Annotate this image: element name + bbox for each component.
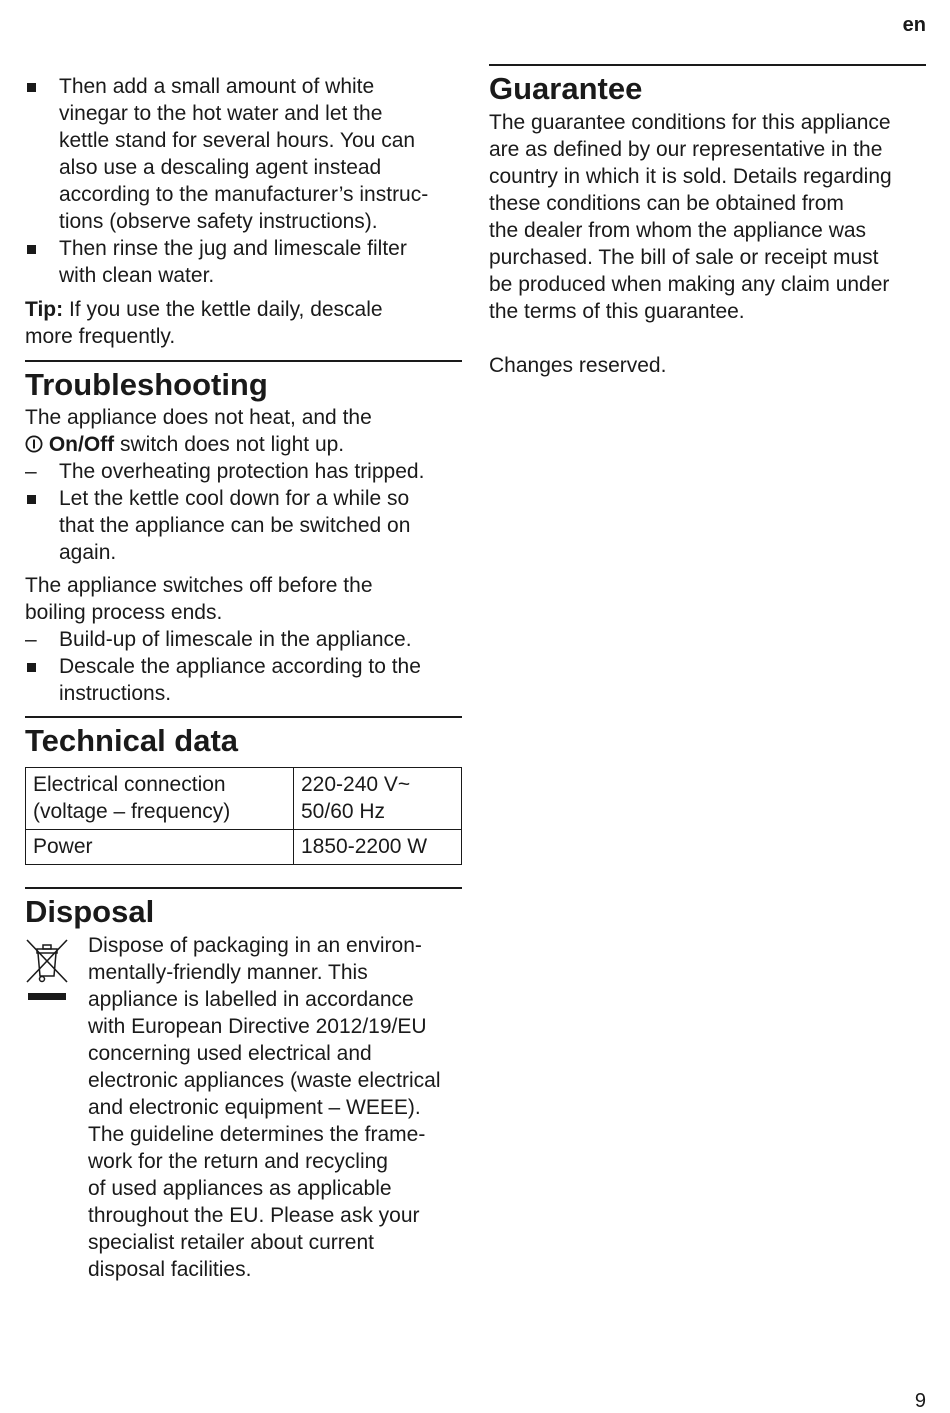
problem-2-line1: The appliance switches off before the bbox=[25, 574, 373, 597]
section-divider bbox=[25, 716, 462, 718]
right-column bbox=[489, 0, 926, 379]
tip-label: Tip: bbox=[25, 298, 64, 321]
text-line: Then add a small amount of white bbox=[59, 75, 375, 98]
text-line: Dispose of packaging in an environ- bbox=[88, 934, 422, 957]
text-line: Let the kettle cool down for a while so bbox=[59, 487, 410, 510]
text-line: disposal facilities. bbox=[88, 1258, 252, 1281]
guarantee-text bbox=[489, 109, 926, 325]
text-line: the terms of this guarantee. bbox=[489, 300, 745, 323]
text-line: The guideline determines the frame- bbox=[88, 1123, 426, 1146]
text-line: throughout the EU. Please ask your bbox=[88, 1204, 420, 1227]
text-line: also use a descaling agent instead bbox=[59, 156, 382, 179]
table-cell bbox=[26, 830, 294, 865]
text-line: be produced when making any claim under bbox=[489, 273, 890, 296]
cause-item: – Build-up of limescale in the appliance. bbox=[25, 626, 462, 653]
table-cell bbox=[26, 768, 294, 830]
text-line: kettle stand for several hours. You can bbox=[59, 129, 416, 152]
text-line: that the appliance can be switched on bbox=[59, 514, 411, 537]
crossed-out-wheelie-bin-icon bbox=[25, 938, 69, 1000]
problem-1-line1: The appliance does not heat, and the bbox=[25, 406, 372, 429]
problem-1-solutions bbox=[25, 458, 462, 566]
text-line: concerning used electrical and bbox=[88, 1042, 372, 1065]
troubleshooting-heading: Troubleshooting bbox=[25, 367, 268, 402]
text-line: The guarantee conditions for this appliance bbox=[489, 111, 891, 134]
text-line: (voltage – frequency) bbox=[33, 800, 231, 823]
tip-text-line1: If you use the kettle daily, descale bbox=[68, 298, 383, 321]
text-line: specialist retailer about current bbox=[88, 1231, 374, 1254]
descaling-steps bbox=[25, 73, 462, 289]
page-number: 9 bbox=[914, 1390, 926, 1412]
table-cell bbox=[294, 830, 462, 865]
bin-underline-bar bbox=[28, 993, 66, 1000]
list-item bbox=[25, 235, 462, 289]
text-line: electronic appliances (waste electrical bbox=[88, 1069, 441, 1092]
tip-text-line2: more frequently. bbox=[25, 325, 176, 348]
table-row bbox=[26, 768, 462, 830]
problem-2-solutions bbox=[25, 626, 462, 707]
left-column bbox=[25, 0, 462, 1283]
text-line: the dealer from whom the appliance was bbox=[489, 219, 867, 242]
text-line: Then rinse the jug and limescale filter bbox=[59, 237, 407, 260]
problem-1-line2: switch does not light up. bbox=[120, 433, 345, 456]
problem-2-line2: boiling process ends. bbox=[25, 601, 223, 624]
text-line: these conditions can be obtained from bbox=[489, 192, 844, 215]
changes-reserved: Changes reserved. bbox=[489, 354, 667, 377]
text-line: purchased. The bill of sale or receipt must bbox=[489, 246, 879, 269]
text-line: again. bbox=[59, 541, 117, 564]
language-code: en bbox=[902, 14, 926, 36]
text-line: of used appliances as applicable bbox=[88, 1177, 392, 1200]
section-divider bbox=[25, 887, 462, 889]
section-divider bbox=[25, 360, 462, 362]
text-line: 50/60 Hz bbox=[301, 800, 386, 823]
text-line: instructions. bbox=[59, 682, 172, 705]
table-row bbox=[26, 830, 462, 865]
problem-1 bbox=[25, 404, 462, 458]
disposal-block bbox=[25, 932, 462, 1283]
text-line: according to the manufacturer’s instruc- bbox=[59, 183, 429, 206]
power-switch-icon bbox=[25, 435, 43, 453]
text-line: 1850-2200 W bbox=[301, 835, 428, 858]
text-line: and electronic equipment – WEEE). bbox=[88, 1096, 421, 1119]
list-item bbox=[25, 73, 462, 235]
technical-data-table bbox=[25, 767, 462, 865]
section-divider bbox=[489, 64, 926, 66]
text-line: with European Directive 2012/19/EU bbox=[88, 1015, 427, 1038]
text-line: mentally-friendly manner. This bbox=[88, 961, 368, 984]
disposal-text bbox=[88, 932, 462, 1283]
on-off-label: On/Off bbox=[48, 433, 115, 456]
table-cell bbox=[294, 768, 462, 830]
text-line: are as defined by our representative in the bbox=[489, 138, 883, 161]
text-line: tions (observe safety instructions). bbox=[59, 210, 378, 233]
text-line: Electrical connection bbox=[33, 773, 226, 796]
text-line: vinegar to the hot water and let the bbox=[59, 102, 383, 125]
disposal-heading: Disposal bbox=[25, 894, 155, 929]
guarantee-heading: Guarantee bbox=[489, 71, 643, 106]
tip-paragraph bbox=[25, 296, 462, 350]
technical-data-heading: Technical data bbox=[25, 723, 239, 758]
text-line: appliance is labelled in accordance bbox=[88, 988, 414, 1011]
text-line: work for the return and recycling bbox=[88, 1150, 388, 1173]
cause-item: – The overheating protection has tripped. bbox=[25, 458, 462, 485]
text-line: Descale the appliance according to the bbox=[59, 655, 421, 678]
problem-2 bbox=[25, 572, 462, 626]
remedy-item bbox=[25, 653, 462, 707]
text-line: with clean water. bbox=[59, 264, 215, 287]
text-line: Power bbox=[33, 835, 93, 858]
text-line: country in which it is sold. Details regarding bbox=[489, 165, 892, 188]
remedy-item bbox=[25, 485, 462, 566]
text-line: 220-240 V~ bbox=[301, 773, 411, 796]
